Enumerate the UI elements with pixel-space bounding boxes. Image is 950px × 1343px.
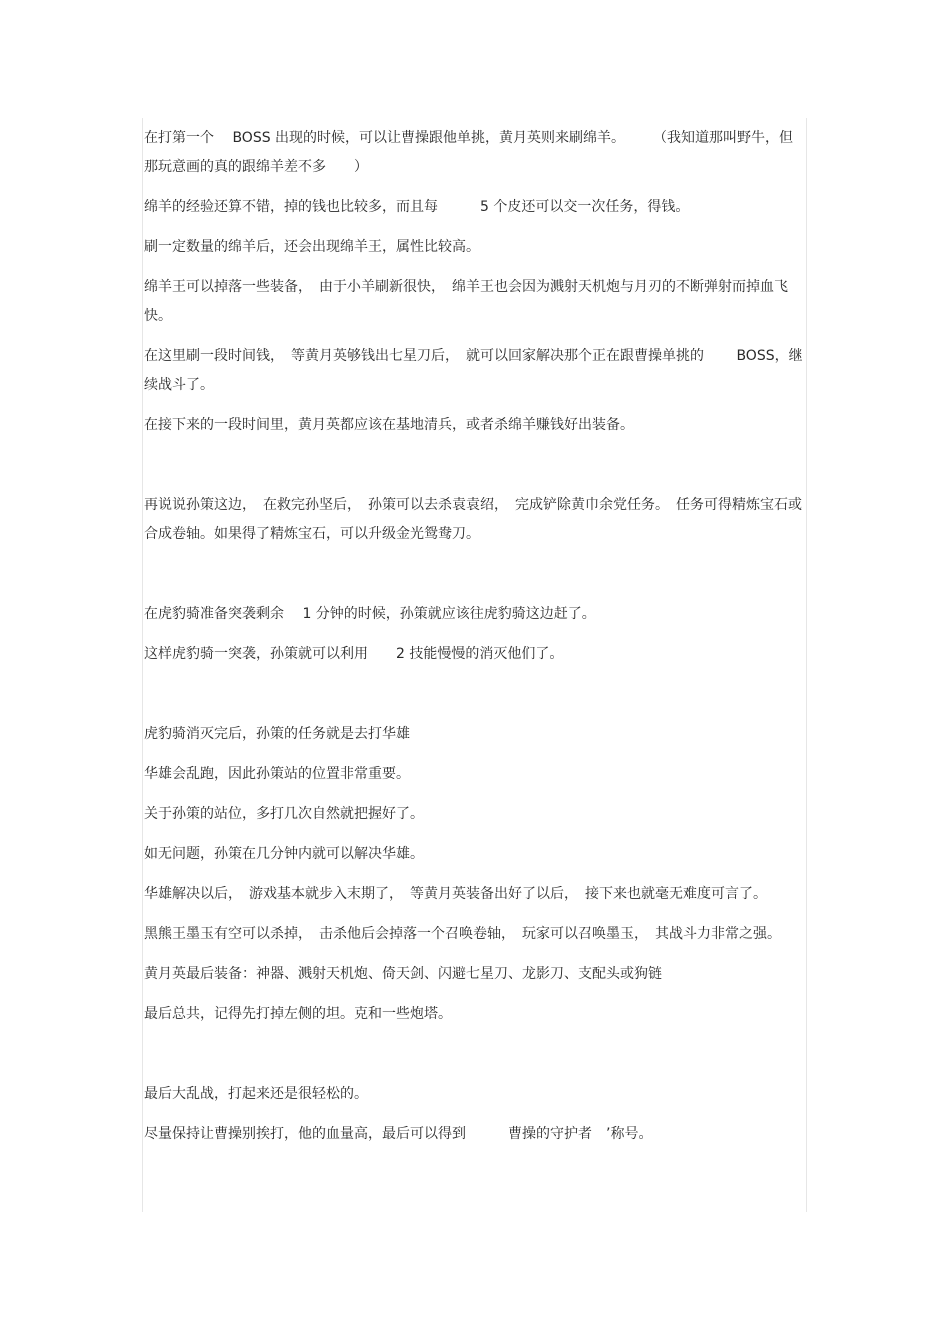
paragraph: 黄月英最后装备：神器、溅射天机炮、倚天剑、闪避七星刀、龙影刀、支配头或狗链	[144, 966, 662, 982]
paragraph: 再说说孙策这边， 在救完孙坚后， 孙策可以去杀袁袁绍， 完成铲除黄巾余党任务。 任务可得精炼宝石或合成卷轴。如果得了精炼宝石，可以升级金光鸳鸯刀。	[144, 497, 802, 542]
paragraph: 最后大乱战，打起来还是很轻松的。	[144, 1086, 368, 1102]
paragraph: 在这里刷一段时间钱， 等黄月英够钱出七星刀后， 就可以回家解决那个正在跟曹操单挑的 BOSS，继续战斗了。	[144, 348, 803, 393]
paragraph: 在打第一个 BOSS 出现的时候，可以让曹操跟他单挑，黄月英则来刷绵羊。 （我知道那叫野牛，但那玩意画的真的跟绵羊差不多 ）	[144, 130, 794, 175]
paragraph-gap	[144, 451, 806, 491]
paragraph: 黑熊王墨玉有空可以杀掉， 击杀他后会掉落一个召唤卷轴， 玩家可以召唤墨玉， 其战斗力非常之强。	[144, 926, 781, 942]
paragraph: 刷一定数量的绵羊后，还会出现绵羊王，属性比较高。	[144, 239, 480, 255]
right-margin-line	[806, 118, 807, 1212]
paragraph-gap	[144, 560, 806, 600]
left-margin-line	[142, 118, 143, 1212]
paragraph: 最后总共，记得先打掉左侧的坦。克和一些炮塔。	[144, 1006, 452, 1022]
paragraph: 绵羊王可以掉落一些装备， 由于小羊刷新很快， 绵羊王也会因为溅射天机炮与月刃的不断弹射而掉血飞快。	[144, 279, 788, 324]
paragraph: 关于孙策的站位，多打几次自然就把握好了。	[144, 806, 424, 822]
paragraph: 虎豹骑消灭完后，孙策的任务就是去打华雄	[144, 726, 410, 742]
document-body	[144, 124, 806, 1160]
paragraph: 绵羊的经验还算不错，掉的钱也比较多，而且每 5 个皮还可以交一次任务，得钱。	[144, 199, 690, 215]
paragraph-gap	[144, 1040, 806, 1080]
paragraph-gap	[144, 680, 806, 720]
paragraph: 如无问题，孙策在几分钟内就可以解决华雄。	[144, 846, 424, 862]
paragraph: 尽量保持让曹操别挨打，他的血量高，最后可以得到 曹操的守护者 ’称号。	[144, 1126, 653, 1142]
paragraph: 华雄会乱跑，因此孙策站的位置非常重要。	[144, 766, 410, 782]
paragraph: 在接下来的一段时间里，黄月英都应该在基地清兵，或者杀绵羊赚钱好出装备。	[144, 417, 634, 433]
paragraph: 这样虎豹骑一突袭，孙策就可以利用 2 技能慢慢的消灭他们了。	[144, 646, 564, 662]
paragraph: 在虎豹骑准备突袭剩余 1 分钟的时候，孙策就应该往虎豹骑这边赶了。	[144, 606, 596, 622]
paragraph: 华雄解决以后， 游戏基本就步入末期了， 等黄月英装备出好了以后， 接下来也就毫无难度可言了。	[144, 886, 767, 902]
